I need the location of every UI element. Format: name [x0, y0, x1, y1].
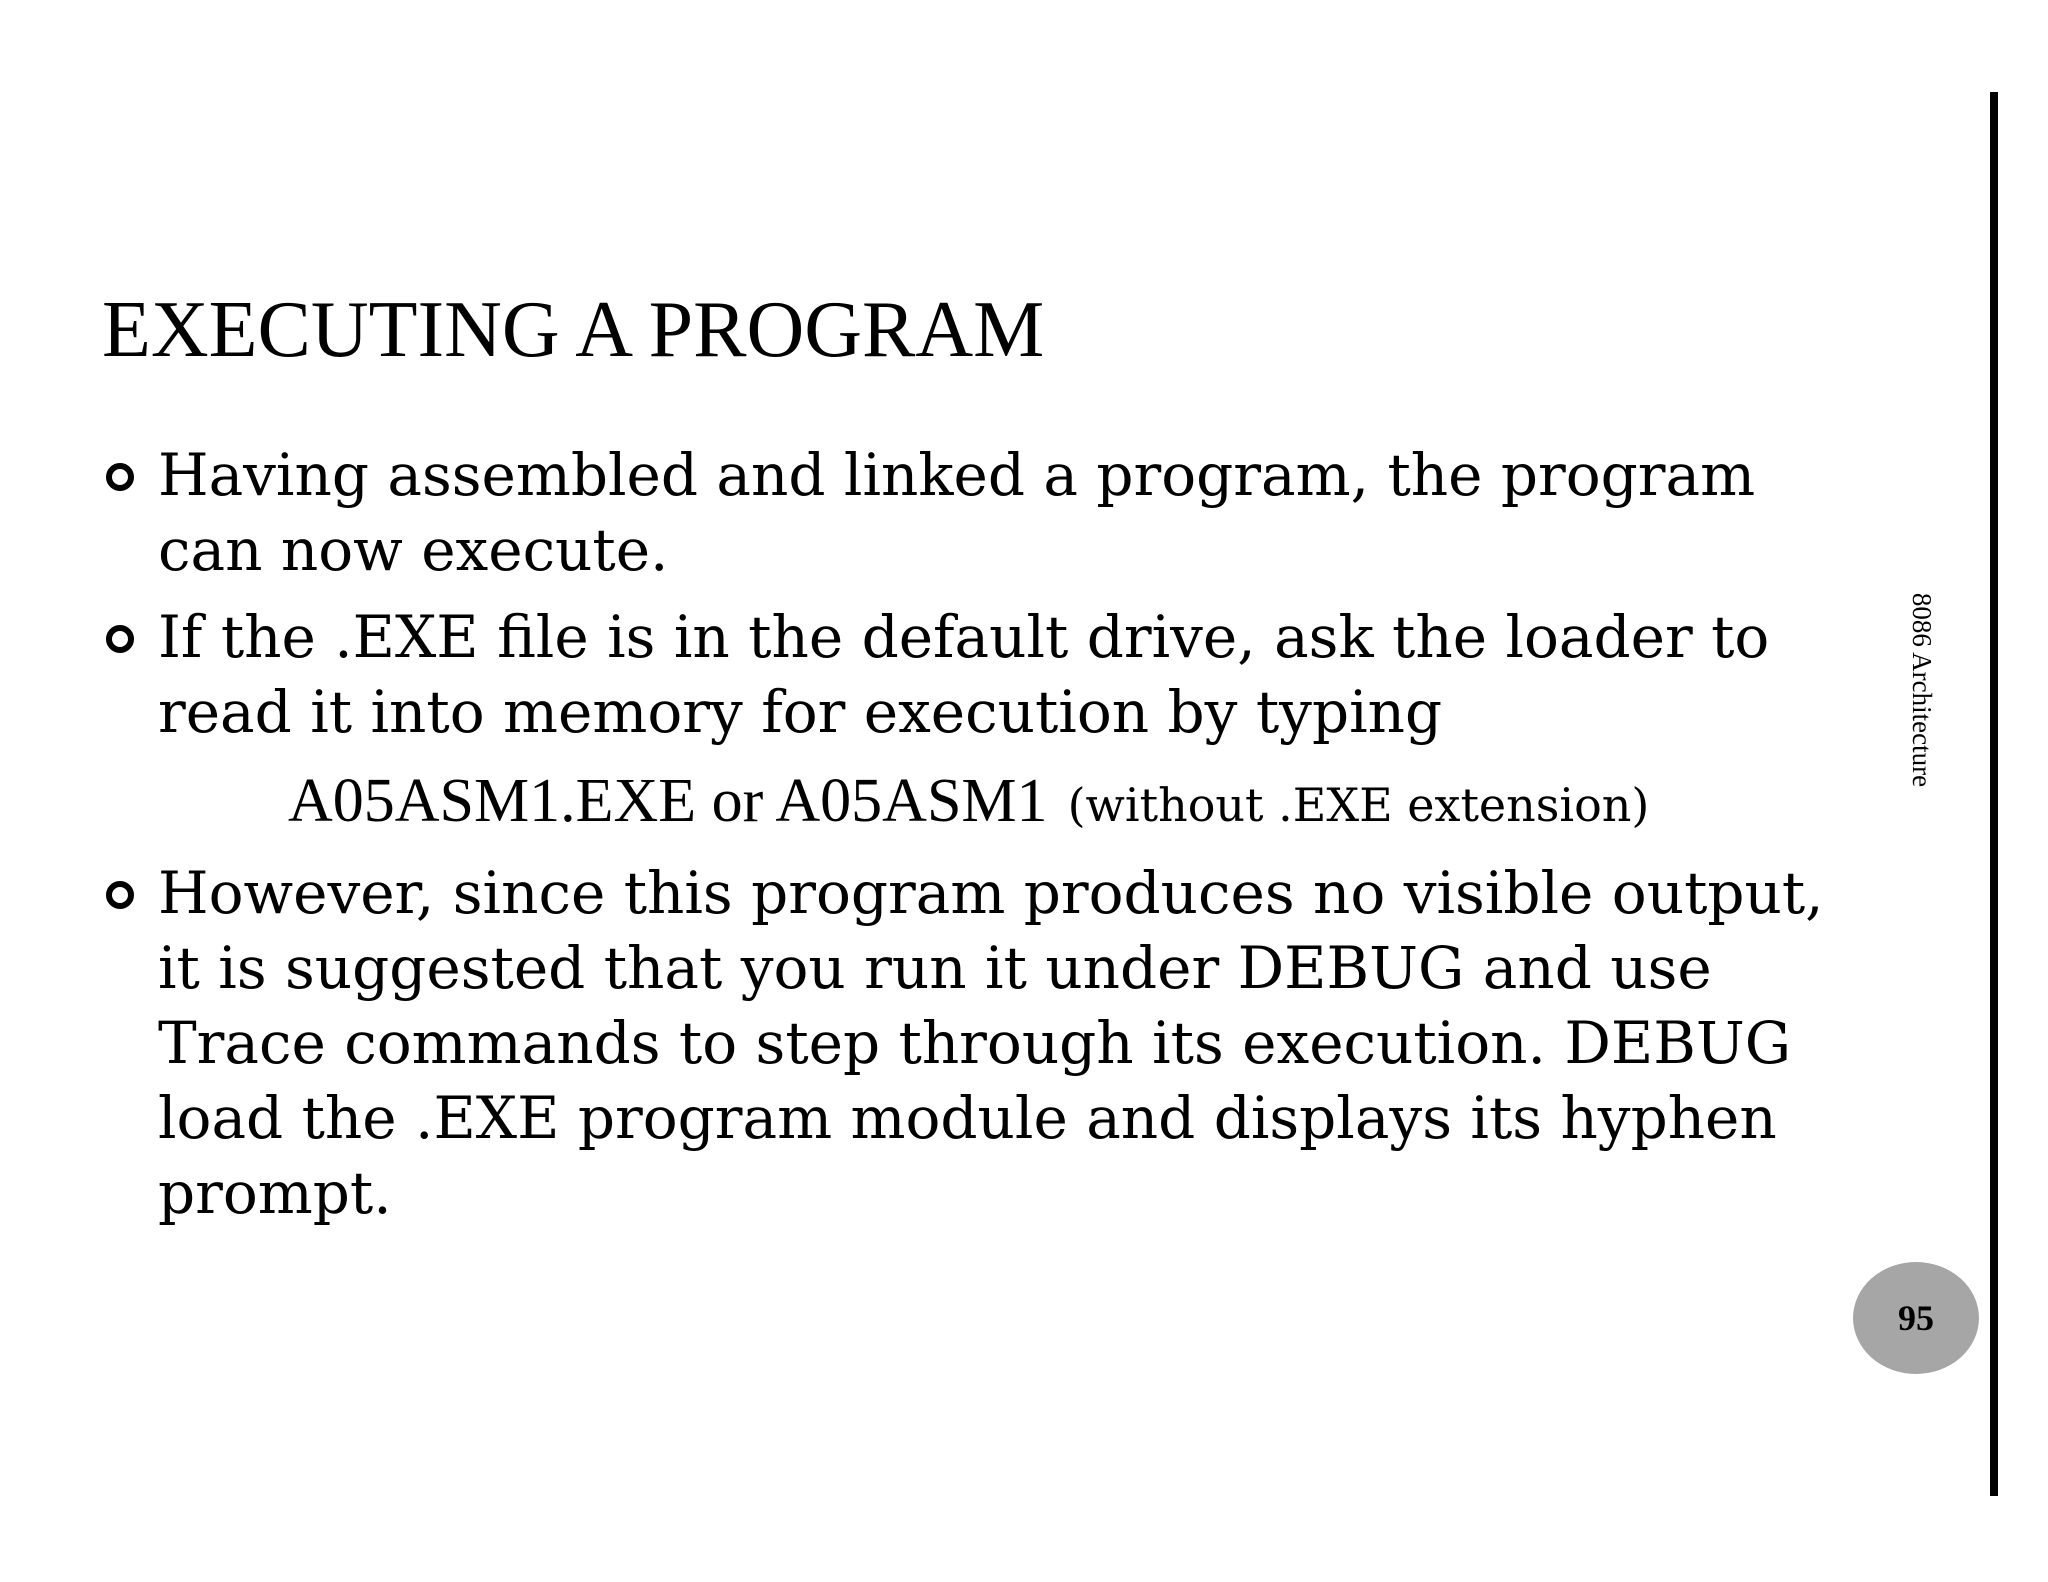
hollow-circle-bullet-icon — [106, 625, 134, 653]
hollow-circle-bullet-icon — [106, 463, 134, 491]
command-note: (without .EXE extension) — [1067, 778, 1650, 832]
bullet-text-line: can now execute. — [158, 516, 669, 584]
bullet-item — [102, 600, 1802, 844]
page-number: 95 — [1898, 1298, 1934, 1338]
bullet-item — [102, 438, 1802, 588]
command-example — [158, 762, 1802, 844]
bullet-text-line: it is suggested that you run it under DEBUG and use — [158, 934, 1712, 1002]
bullet-text-line: Having assembled and linked a program, the program — [158, 441, 1756, 509]
bullet-text-line: load the .EXE program module and displays its hyphen — [158, 1084, 1777, 1152]
page-number-badge — [1853, 1262, 1979, 1374]
hollow-circle-bullet-icon — [106, 881, 134, 909]
bullet-list — [102, 438, 1824, 1231]
slide-title: EXECUTING A PROGRAM — [102, 286, 1045, 374]
bullet-item — [102, 856, 1824, 1231]
command-text: A05ASM1.EXE or A05ASM1 — [288, 767, 1048, 835]
bullet-text-line: If the .EXE file is in the default drive, ask the loader to — [158, 603, 1770, 671]
bullet-text-line: Trace commands to step through its execution. DEBUG — [158, 1009, 1792, 1077]
section-side-label: 8086 Architecture — [1907, 592, 1937, 788]
vertical-divider — [1990, 92, 1998, 1496]
bullet-text-line: However, since this program produces no visible output, — [158, 859, 1824, 927]
bullet-text-line: read it into memory for execution by typing — [158, 678, 1443, 746]
bullet-text-line: prompt. — [158, 1159, 392, 1227]
